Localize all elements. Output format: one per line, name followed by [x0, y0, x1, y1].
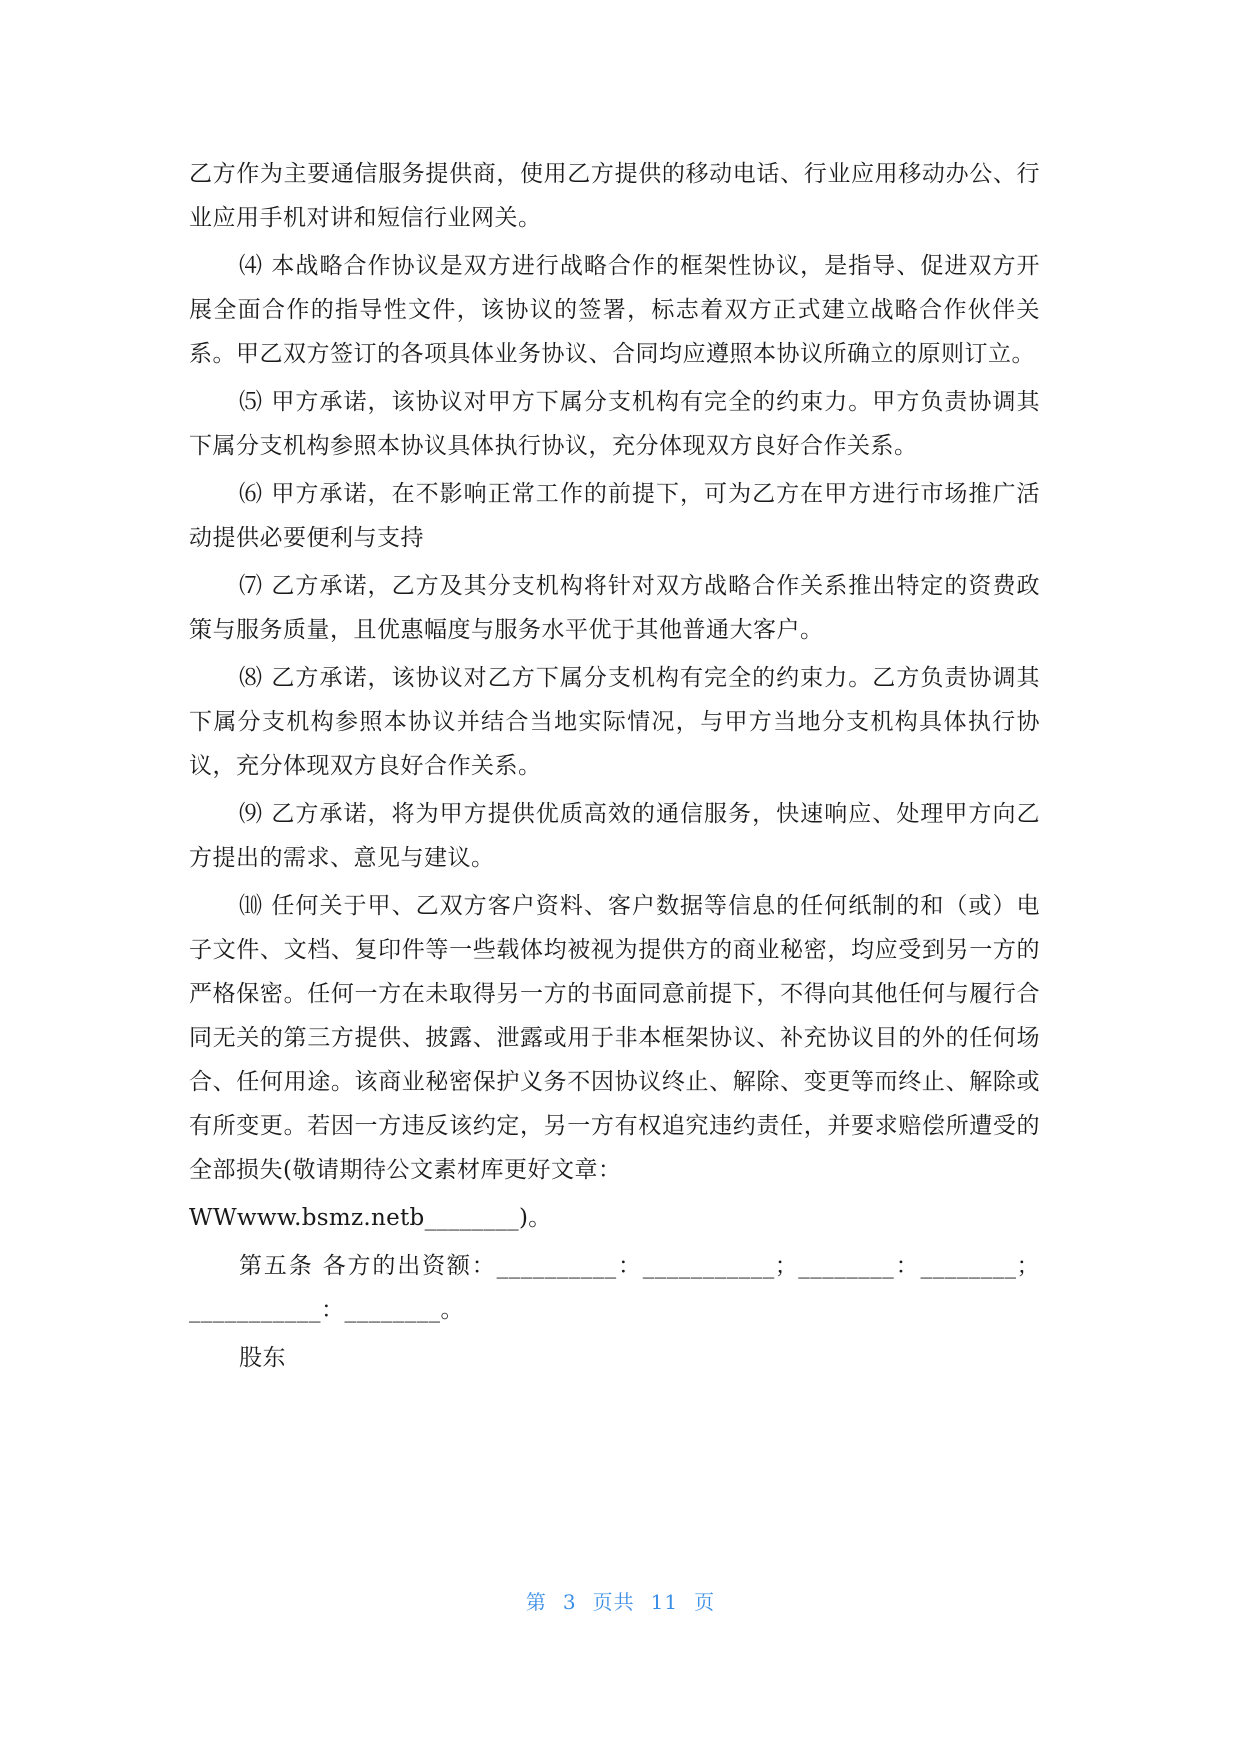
footer-total-pages: 11: [650, 1590, 679, 1614]
footer-middle: 页共: [592, 1590, 635, 1614]
footer-prefix: 第: [525, 1590, 547, 1614]
paragraph: ⑸ 甲方承诺，该协议对甲方下属分支机构有完全的约束力。甲方负责协调其下属分支机构参照本协议具体执行协议，充分体现双方良好合作关系。: [189, 389, 1040, 459]
paragraph: ⑹ 甲方承诺，在不影响正常工作的前提下，可为乙方在甲方进行市场推广活动提供必要便利与支持: [189, 481, 1040, 551]
footer-suffix: 页: [694, 1590, 716, 1614]
document-body: [189, 152, 1040, 1384]
paragraph: ⑽ 任何关于甲、乙双方客户资料、客户数据等信息的任何纸制的和（或）电子文件、文档、复印件等一些载体均被视为提供方的商业秘密，均应受到另一方的严格保密。任何一方在未取得另一方的书面同意前提下，不得向其他任何与履行合同无关的第三方提供、披露、泄露或用于非本框架协议、补充协议目的外的任何场合、任何用途。该商业秘密保护义务不因协议终止、解除、变更等而终止、解除或有所变更。若因一方违反该约定，另一方有权追究违约责任，并要求赔偿所遭受的全部损失(敬请期待公文素材库更好文章：: [189, 893, 1040, 1183]
paragraph: ⑻ 乙方承诺，该协议对乙方下属分支机构有完全的约束力。乙方负责协调其下属分支机构参照本协议并结合当地实际情况，与甲方当地分支机构具体执行协议，充分体现双方良好合作关系。: [189, 665, 1040, 779]
paragraph: ⑺ 乙方承诺，乙方及其分支机构将针对双方战略合作关系推出特定的资费政策与服务质量，且优惠幅度与服务水平优于其他普通大客户。: [189, 573, 1040, 643]
shareholder-label: 股东: [239, 1345, 286, 1371]
paragraph: 乙方作为主要通信服务提供商，使用乙方提供的移动电话、行业应用移动办公、行业应用手机对讲和短信行业网关。: [189, 161, 1040, 231]
article-five: 第五条 各方的出资额：__________：___________；________：________；___________：________。: [189, 1253, 1040, 1323]
source-url-line: WWwww.bsmz.netb________)。: [189, 1205, 552, 1231]
page-footer: [0, 1586, 1241, 1615]
paragraph: ⑼ 乙方承诺，将为甲方提供优质高效的通信服务，快速响应、处理甲方向乙方提出的需求、意见与建议。: [189, 801, 1040, 871]
footer-page-number: 3: [562, 1590, 577, 1614]
paragraph: ⑷ 本战略合作协议是双方进行战略合作的框架性协议，是指导、促进双方开展全面合作的指导性文件，该协议的签署，标志着双方正式建立战略合作伙伴关系。甲乙双方签订的各项具体业务协议、合同均应遵照本协议所确立的原则订立。: [189, 253, 1040, 367]
